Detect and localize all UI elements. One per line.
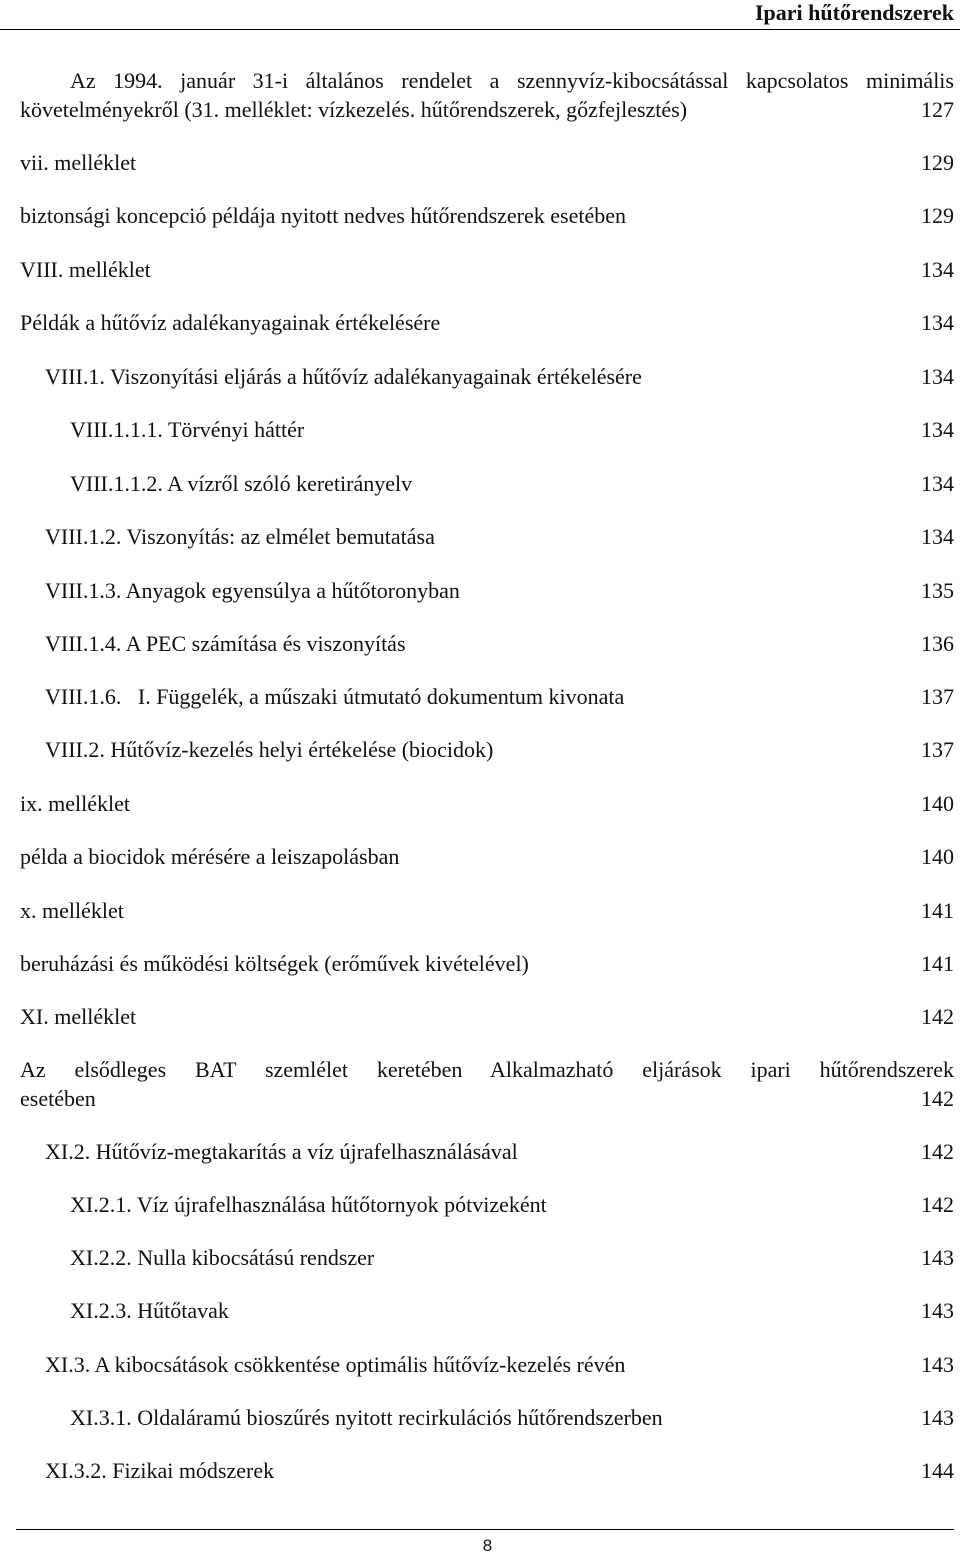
toc-entry[interactable] bbox=[0, 1456, 960, 1486]
toc-entry-title: VIII.1.4. A PEC számítása és viszonyítás bbox=[45, 631, 406, 656]
toc-entry-title: VIII.2. Hűtővíz-kezelés helyi értékelése (biocidok) bbox=[45, 737, 494, 762]
toc-entry-page: 129 bbox=[921, 150, 954, 175]
toc-entry[interactable] bbox=[0, 789, 960, 819]
toc-entry[interactable] bbox=[0, 255, 960, 285]
toc-entry[interactable] bbox=[0, 949, 960, 979]
toc-entry-page: 134 bbox=[921, 417, 954, 442]
toc-entry-title-line2-row bbox=[20, 1084, 954, 1113]
toc-entry-title-line1: Az 1994. január 31-i általános rendelet a szennyvíz-kibocsátással kapcsolatos minimális bbox=[70, 68, 954, 93]
toc-entry-title: XI. melléklet bbox=[20, 1004, 137, 1029]
toc-entry[interactable] bbox=[0, 896, 960, 926]
toc-entry-title: VIII.1.1.2. A vízről szóló keretirányelv bbox=[70, 471, 413, 496]
toc-entry-page: 143 bbox=[921, 1245, 954, 1270]
toc-entry[interactable] bbox=[0, 842, 960, 872]
toc-entry-page: 141 bbox=[921, 898, 954, 923]
toc-entry-title: VIII.1. Viszonyítási eljárás a hűtővíz adalékanyagainak értékelésére bbox=[45, 364, 642, 389]
toc-entry-page: 143 bbox=[921, 1405, 954, 1430]
toc-entry-page: 127 bbox=[921, 97, 954, 122]
toc-entry-title: XI.2.1. Víz újrafelhasználása hűtőtornyok pótvizeként bbox=[70, 1192, 547, 1217]
toc-entry-title: x. melléklet bbox=[20, 898, 124, 923]
toc-entry[interactable] bbox=[0, 362, 960, 392]
toc-entry[interactable] bbox=[0, 629, 960, 659]
toc-entry-title-line2: esetében bbox=[20, 1086, 96, 1111]
toc-entry-title: Példák a hűtővíz adalékanyagainak értékelésére bbox=[20, 310, 441, 335]
toc-entry[interactable] bbox=[0, 1137, 960, 1167]
toc-entry-title: VIII. melléklet bbox=[20, 257, 151, 282]
toc-entry-page: 134 bbox=[921, 310, 954, 335]
page-number: 8 bbox=[482, 1536, 493, 1555]
header-rule bbox=[0, 29, 960, 30]
toc-entry[interactable] bbox=[0, 1002, 960, 1032]
toc-entry-title: beruházási és működési költségek (erőművek kivételével) bbox=[20, 951, 529, 976]
toc-entry-title: VIII.1.3. Anyagok egyensúlya a hűtőtoronyban bbox=[45, 578, 460, 603]
toc-entry-page: 144 bbox=[921, 1458, 954, 1483]
toc-entry-title: VIII.1.2. Viszonyítás: az elmélet bemutatása bbox=[45, 524, 435, 549]
toc-entry[interactable] bbox=[0, 148, 960, 178]
toc-entry-page: 142 bbox=[921, 1004, 954, 1029]
running-header: Ipari hűtőrendszerek bbox=[754, 0, 954, 25]
toc-entry-page: 137 bbox=[921, 684, 954, 709]
toc-entry-page: 134 bbox=[921, 471, 954, 496]
toc-entry[interactable] bbox=[0, 201, 960, 231]
toc-entry-page: 142 bbox=[921, 1086, 954, 1111]
toc-entry-page: 140 bbox=[921, 844, 954, 869]
toc-entry[interactable] bbox=[0, 576, 960, 606]
toc-entry-page: 141 bbox=[921, 951, 954, 976]
toc-entry-page: 135 bbox=[921, 578, 954, 603]
toc-entry-page: 140 bbox=[921, 791, 954, 816]
toc-entry-page: 142 bbox=[921, 1139, 954, 1164]
toc-entry-page: 143 bbox=[921, 1352, 954, 1377]
toc-entry-title: XI.3. A kibocsátások csökkentése optimális hűtővíz-kezelés révén bbox=[45, 1352, 626, 1377]
toc-entry[interactable] bbox=[0, 735, 960, 765]
toc-entry[interactable] bbox=[0, 1243, 960, 1273]
toc-entry-title: XI.2.2. Nulla kibocsátású rendszer bbox=[70, 1245, 375, 1270]
toc-entry[interactable] bbox=[0, 1403, 960, 1433]
toc-entry-page: 134 bbox=[921, 524, 954, 549]
toc-entry-title: VIII.1.1.1. Törvényi háttér bbox=[70, 417, 305, 442]
toc-entry-title-line2: követelményekről (31. melléklet: vízkezelés. hűtőrendszerek, gőzfejlesztés) bbox=[20, 97, 688, 122]
footer-rule bbox=[16, 1529, 954, 1530]
toc-entry-title: XI.2. Hűtővíz-megtakarítás a víz újrafelhasználásával bbox=[45, 1139, 518, 1164]
toc-entry-page: 143 bbox=[921, 1298, 954, 1323]
toc-entry-title: biztonsági koncepció példája nyitott nedves hűtőrendszerek esetében bbox=[20, 203, 627, 228]
toc-entry[interactable] bbox=[0, 522, 960, 552]
toc-entry-page: 134 bbox=[921, 364, 954, 389]
toc-entry[interactable] bbox=[0, 1350, 960, 1380]
toc-entry[interactable] bbox=[0, 415, 960, 445]
toc-entry[interactable] bbox=[0, 308, 960, 338]
toc-entry-title-line1: Az elsődleges BAT szemlélet keretében Alkalmazható eljárások ipari hűtőrendszerek bbox=[20, 1057, 954, 1082]
toc-entry-page: 137 bbox=[921, 737, 954, 762]
toc-entry-intro[interactable] bbox=[20, 66, 954, 124]
toc-entry-title: ix. melléklet bbox=[20, 791, 130, 816]
toc-entry-title: vii. melléklet bbox=[20, 150, 137, 175]
toc-entry-title: példa a biocidok mérésére a leiszapolásban bbox=[20, 844, 400, 869]
toc-entry-title-line2-row bbox=[20, 95, 954, 124]
toc-entry-page: 134 bbox=[921, 257, 954, 282]
toc-entry[interactable] bbox=[0, 1190, 960, 1220]
toc-entry[interactable] bbox=[0, 682, 960, 712]
toc-entry[interactable] bbox=[0, 469, 960, 499]
toc-entry-title: XI.3.1. Oldaláramú bioszűrés nyitott recirkulációs hűtőrendszerben bbox=[70, 1405, 663, 1430]
toc-entry-page: 142 bbox=[921, 1192, 954, 1217]
toc-entry-title: VIII.1.6. I. Függelék, a műszaki útmutató dokumentum kivonata bbox=[45, 684, 625, 709]
toc-entry-page: 136 bbox=[921, 631, 954, 656]
toc-entry[interactable] bbox=[0, 1296, 960, 1326]
toc-entry-title: XI.3.2. Fizikai módszerek bbox=[45, 1458, 275, 1483]
toc-entry-bat[interactable] bbox=[20, 1055, 954, 1113]
toc-entry-title: XI.2.3. Hűtőtavak bbox=[70, 1298, 229, 1323]
toc-entry-page: 129 bbox=[921, 203, 954, 228]
